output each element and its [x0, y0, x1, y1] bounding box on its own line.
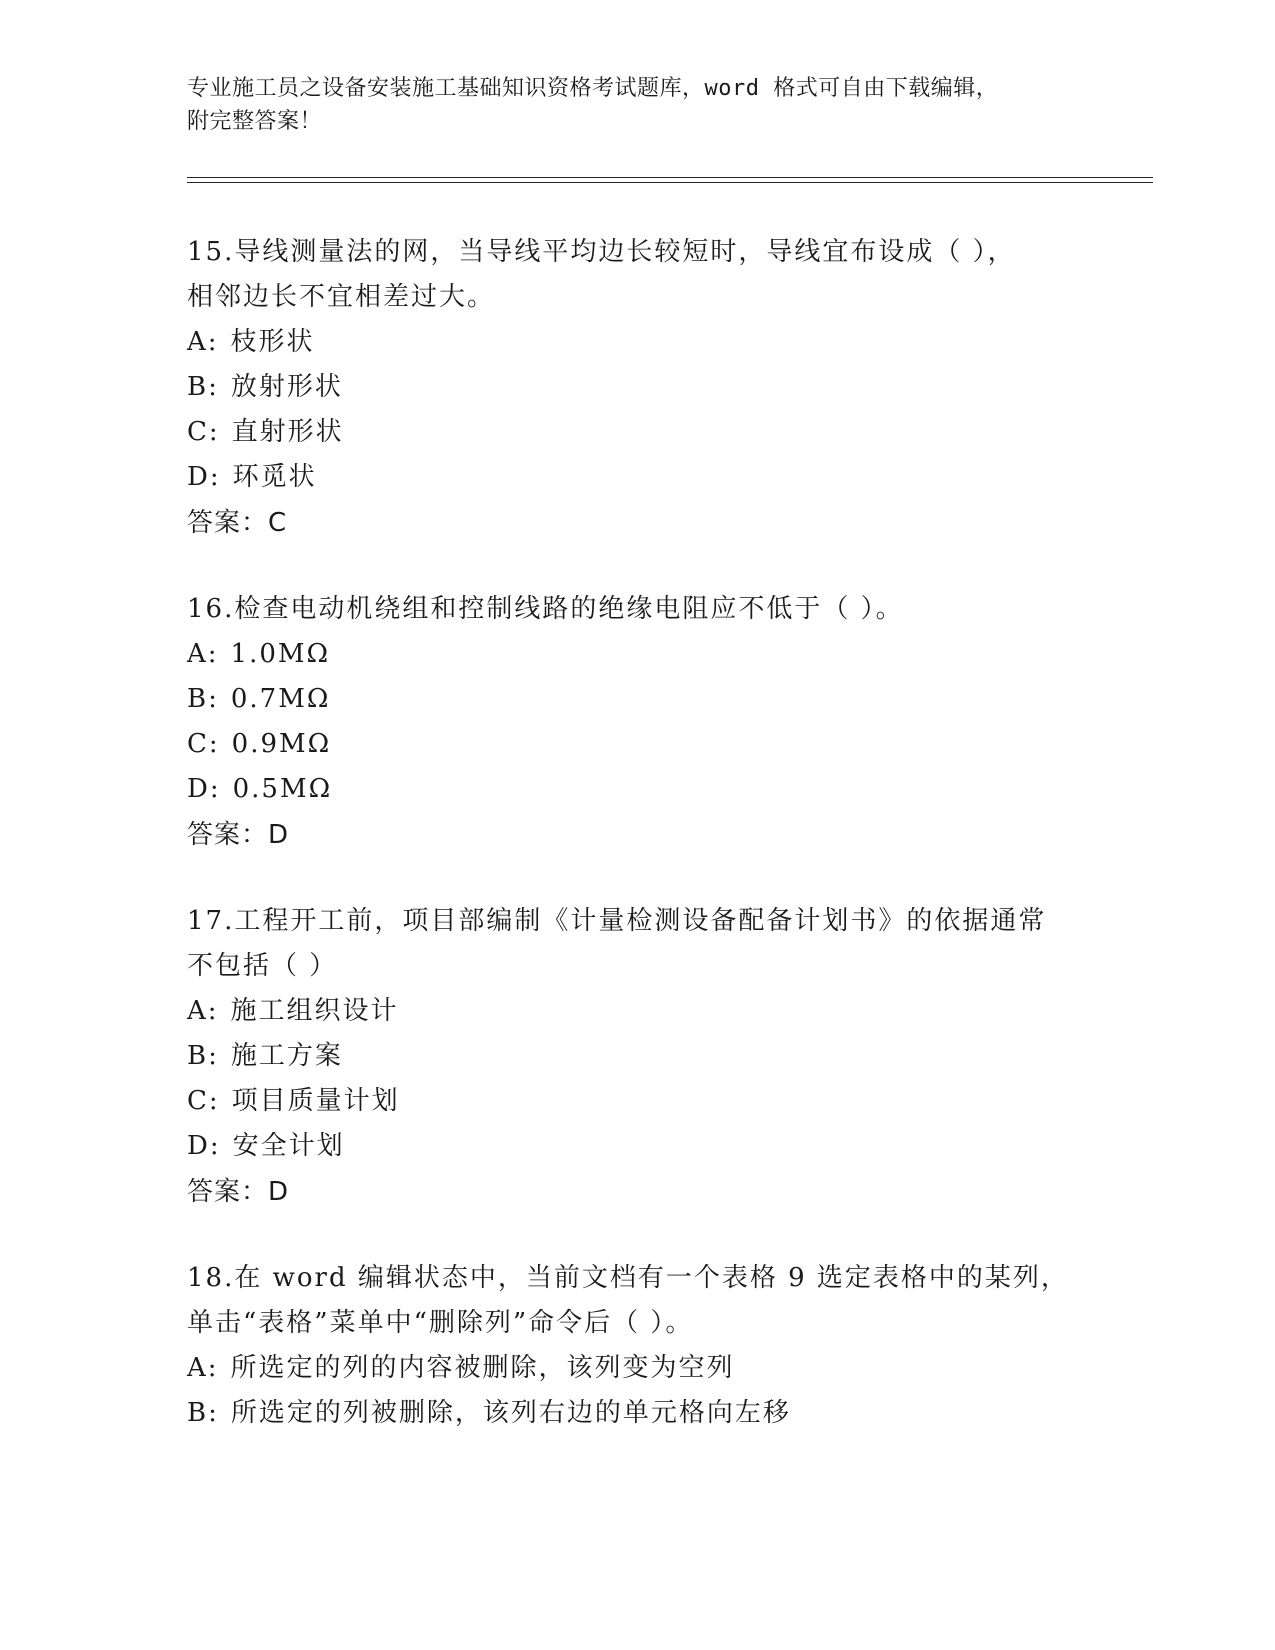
option-letter: D:: [187, 774, 221, 804]
question-block: [187, 899, 1087, 1215]
answer-option: [187, 632, 1087, 677]
option-text: 安全计划: [232, 1131, 345, 1161]
answer-option: [187, 410, 1087, 455]
option-letter: A:: [187, 639, 219, 669]
question-stem-line: 相邻边长不宜相差过大。: [187, 282, 496, 312]
answer-option: [187, 767, 1087, 812]
question-stem-line: 不包括（ ）: [187, 951, 338, 981]
header-divider-top: [187, 177, 1153, 178]
option-text: 施工组织设计: [230, 996, 399, 1026]
question-stem-line: 18.在 word 编辑状态中，当前文档有一个表格 9 选定表格中的某列，: [187, 1263, 1069, 1293]
answer-option: [187, 455, 1087, 500]
option-text: 放射形状: [230, 372, 343, 402]
header-divider-bottom: [187, 182, 1153, 183]
answer-option: [187, 722, 1087, 767]
header-line-2: 附完整答案！: [187, 109, 323, 134]
question-stem-line: 17.工程开工前，项目部编制《计量检测设备配备计划书》的依据通常: [187, 906, 1047, 936]
answer-option: [187, 1346, 1087, 1391]
option-text: 所选定的列的内容被删除，该列变为空列: [230, 1353, 735, 1383]
answer-key: 答案：D: [187, 1177, 290, 1207]
option-text: 0.7MΩ: [230, 684, 331, 714]
option-text: 项目质量计划: [231, 1086, 400, 1116]
answer-key: 答案：D: [187, 820, 290, 850]
answer-key: 答案：C: [187, 508, 288, 538]
option-letter: D:: [187, 1131, 221, 1161]
option-letter: A:: [187, 996, 219, 1026]
option-text: 施工方案: [230, 1041, 343, 1071]
answer-option: [187, 677, 1087, 722]
option-text: 0.9MΩ: [231, 729, 332, 759]
header-line-1: 专业施工员之设备安装施工基础知识资格考试题库，word 格式可自由下载编辑，: [187, 76, 999, 101]
option-letter: C:: [187, 417, 220, 447]
option-letter: B:: [187, 1398, 219, 1428]
option-letter: B:: [187, 1041, 219, 1071]
option-text: 所选定的列被删除，该列右边的单元格向左移: [230, 1398, 791, 1428]
answer-option: [187, 1034, 1087, 1079]
option-text: 1.0MΩ: [230, 639, 331, 669]
option-letter: B:: [187, 372, 219, 402]
option-text: 0.5MΩ: [232, 774, 333, 804]
question-block: [187, 1256, 1087, 1436]
option-letter: A:: [187, 1353, 219, 1383]
answer-option: [187, 1124, 1087, 1169]
answer-option: [187, 989, 1087, 1034]
answer-option: [187, 1391, 1087, 1436]
option-text: 直射形状: [231, 417, 344, 447]
option-letter: C:: [187, 1086, 220, 1116]
question-stem-line: 16.检查电动机绕组和控制线路的绝缘电阻应不低于（ ）。: [187, 594, 904, 624]
option-text: 环觅状: [232, 462, 317, 492]
answer-option: [187, 320, 1087, 365]
option-letter: A:: [187, 327, 219, 357]
question-list: [187, 230, 1087, 1477]
answer-option: [187, 1079, 1087, 1124]
question-stem-line: 单击“表格”菜单中“删除列”命令后（ ）。: [187, 1308, 694, 1338]
answer-option: [187, 365, 1087, 410]
option-letter: C:: [187, 729, 220, 759]
question-block: [187, 230, 1087, 546]
document-header: [187, 72, 1087, 138]
option-letter: B:: [187, 684, 219, 714]
option-text: 枝形状: [230, 327, 315, 357]
question-block: [187, 587, 1087, 858]
option-letter: D:: [187, 462, 221, 492]
question-stem-line: 15.导线测量法的网，当导线平均边长较短时，导线宜布设成（ ），: [187, 237, 1016, 267]
